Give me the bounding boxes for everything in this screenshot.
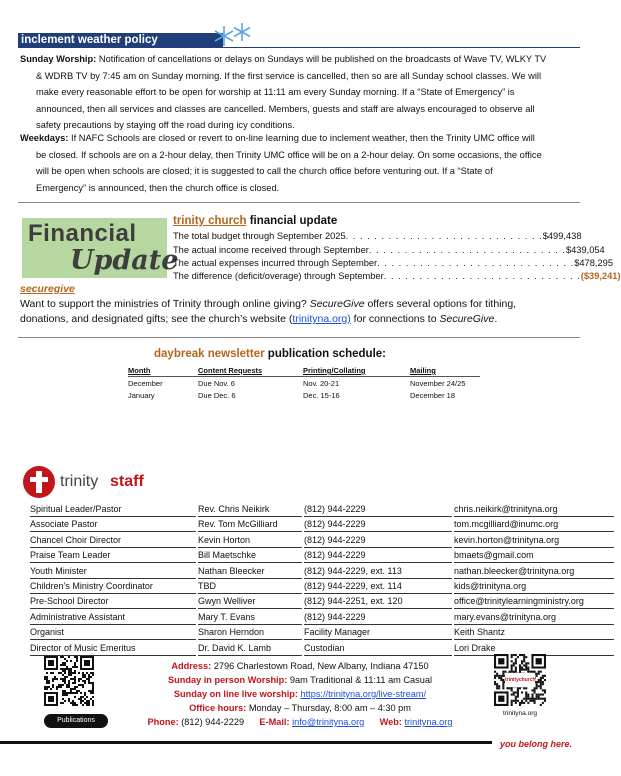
staff-name: Gwyn Welliver	[198, 596, 302, 609]
finance-label: The difference (deficit/overage) through September	[173, 271, 384, 281]
financial-image-word: Financial	[28, 220, 137, 247]
footer-label: Address:	[171, 661, 212, 671]
staff-row	[30, 504, 590, 520]
email-link[interactable]: info@trinityna.org	[292, 717, 365, 727]
finance-line: The actual income received through September . . . . . . . . . . . . . . . . . . . . . . . . . . . . $439,054	[173, 245, 605, 255]
footer-label: E-Mail:	[259, 717, 290, 727]
staff-row	[30, 581, 590, 597]
staff-phone: (812) 944-2229	[304, 519, 452, 532]
sg-text: offers several options for tithing,	[364, 298, 517, 310]
sg-text: .	[494, 313, 498, 325]
footer-label: Sunday in person Worship:	[168, 675, 288, 685]
staff-name: Mary T. Evans	[198, 612, 302, 625]
update-image-word: Update	[70, 245, 179, 276]
footer-value: 2796 Charlestown Road, New Albany, Indiana 47150	[213, 661, 429, 671]
weekday-line: Emergency” is announced, then the church office is closed.	[36, 182, 280, 193]
finance-label: The actual expenses incurred through September	[173, 258, 378, 268]
staff-name: Rev. Tom McGilliard	[198, 519, 302, 532]
finance-value: ($39,241)	[580, 271, 621, 281]
staff-phone: (812) 944-2229	[304, 504, 452, 517]
staff-row	[30, 550, 590, 566]
financial-update-image	[22, 218, 179, 278]
staff-row	[30, 612, 590, 628]
tagline: you belong here.	[500, 739, 573, 749]
table-header: Printing/Collating	[303, 366, 366, 375]
staff-role: Organist	[30, 627, 196, 640]
staff-phone: (812) 944-2229	[304, 550, 452, 563]
securegive-title: securegive	[20, 283, 75, 295]
table-cell: Due Dec. 6	[198, 391, 236, 400]
sg-brand: SecureGive	[439, 313, 495, 325]
footer-rule	[0, 741, 492, 744]
weather-title: inclement weather policy	[18, 33, 223, 48]
web-link[interactable]: trinityna.org	[404, 717, 453, 727]
staff-name: Rev. Chris Neikirk	[198, 504, 302, 517]
snowflake-icon	[212, 20, 254, 52]
staff-role: Spiritual Leader/Pastor	[30, 504, 196, 517]
badge-label: Publications	[57, 717, 95, 724]
title-part: daybreak newsletter	[154, 348, 265, 360]
table-header: Mailing	[410, 366, 436, 375]
staff-row	[30, 596, 590, 612]
section-divider	[18, 337, 580, 338]
table-cell: Due Nov. 6	[198, 379, 235, 388]
financial-update-title	[173, 215, 337, 227]
staff-email: kevin.horton@trinityna.org	[454, 535, 614, 548]
table-cell: December	[128, 379, 163, 388]
staff-phone: (812) 944-2229, ext. 114	[304, 581, 452, 594]
staff-role: Associate Pastor	[30, 519, 196, 532]
table-cell: November 24/25	[410, 379, 466, 388]
staff-row	[30, 519, 590, 535]
live-worship-line	[110, 689, 490, 699]
finance-label: The total budget through September 2025	[173, 231, 346, 241]
finance-value: $439,054	[565, 245, 605, 255]
staff-email: Lori Drake	[454, 643, 614, 656]
staff-phone: (812) 944-2251, ext. 120	[304, 596, 452, 609]
cross-flame-icon	[22, 465, 56, 499]
qr-right-caption: trinityna.org	[503, 710, 537, 717]
logo-text: trinity	[60, 473, 99, 490]
qr-code-left[interactable]	[44, 656, 94, 706]
staff-role: Administrative Assistant	[30, 612, 196, 625]
finance-value: $478,295	[574, 258, 613, 268]
staff-row	[30, 566, 590, 582]
staff-phone: (812) 944-2229, ext. 113	[304, 566, 452, 579]
table-header: Content Requests	[198, 366, 263, 375]
section-divider	[18, 202, 580, 203]
worship-line	[110, 675, 490, 685]
website-link[interactable]: trinityna.org)	[292, 313, 351, 325]
weekday-line: will be open when schools are closed; it is suggested to call the church office before venturing out. If a “State of	[36, 166, 493, 177]
weekday-line: be closed. If schools are on a 2-hour delay, then Trinity UMC office will be on a 2-hour delay. On some occasions, the office	[36, 149, 542, 160]
office-hours-line	[110, 703, 490, 713]
footer-label: Phone:	[147, 717, 179, 727]
staff-role: Youth Minister	[30, 566, 196, 579]
daybreak-table	[128, 366, 488, 406]
staff-name: Sharon Herndon	[198, 627, 302, 640]
weekday-line: If NAFC Schools are closed or revert to on-line learning due to inclement weather, then the Trinity UMC office will	[71, 133, 535, 143]
staff-email: tom.mcgilliard@inumc.org	[454, 519, 614, 532]
sunday-line: announced, then all services and classes are cancelled. Members, guests and staff are always encouraged to observe all	[36, 103, 535, 114]
table-cell: January	[128, 391, 155, 400]
address-line	[110, 661, 490, 671]
footer-label: Sunday on line live worship:	[173, 689, 298, 699]
staff-phone: Custodian	[304, 643, 452, 656]
staff-email: office@trinitylearningministry.org	[454, 596, 614, 609]
staff-phone: (812) 944-2229	[304, 612, 452, 625]
finance-value: $499,438	[542, 231, 582, 241]
staff-name: Nathan Bleecker	[198, 566, 302, 579]
title-part: publication schedule:	[267, 348, 387, 360]
staff-email: kids@trinityna.org	[454, 581, 614, 594]
qr-code-right[interactable]	[494, 654, 546, 706]
sunday-label: Sunday Worship:	[20, 54, 97, 64]
sunday-line: Notification of cancellations or delays on Sundays will be published on the broadcasts of Wave TV, WLKY TV	[98, 54, 547, 64]
securegive-text	[20, 297, 580, 327]
weather-rule	[18, 47, 580, 48]
sg-text: donations, and designated gifts; see the church’s website (	[20, 313, 293, 325]
daybreak-title	[154, 348, 386, 360]
sg-text: Want to support the ministries of Trinity through online giving?	[20, 298, 310, 310]
staff-role: Children’s Ministry Coordinator	[30, 581, 196, 594]
sg-text: for connections to	[350, 313, 440, 325]
contact-line	[110, 717, 490, 727]
table-cell: Dec. 15-16	[303, 391, 340, 400]
staff-email: nathan.bleecker@trinityna.org	[454, 566, 614, 579]
sunday-line: make every reasonable effort to be open for worship at 11:11 am every Sunday morning. If a “State of Emergency” is	[36, 87, 515, 98]
sunday-worship-paragraph	[20, 51, 580, 134]
staff-row	[30, 627, 590, 643]
staff-role: Director of Music Emeritus	[30, 643, 196, 656]
table-header: Month	[128, 366, 151, 375]
staff-name: Kevin Horton	[198, 535, 302, 548]
weekdays-paragraph	[20, 130, 580, 196]
trinity-staff-logo	[22, 465, 202, 501]
footer-value: Monday – Thursday, 8:00 am – 4:30 pm	[248, 703, 411, 713]
finance-line: The actual expenses incurred through September . . . . . . . . . . . . . . . . . . . . . . . . . . . . $478,295	[173, 258, 613, 268]
staff-email: chris.neikirk@trinityna.org	[454, 504, 614, 517]
logo-text: staff	[110, 473, 144, 490]
table-cell: December 18	[410, 391, 456, 400]
live-stream-link[interactable]: https://trinityna.org/live-stream/	[300, 689, 427, 699]
staff-email: mary.evans@trinityna.org	[454, 612, 614, 625]
sg-brand: SecureGive	[309, 298, 365, 310]
staff-phone: Facility Manager	[304, 627, 452, 640]
staff-name: TBD	[198, 581, 302, 594]
header-rule	[128, 376, 480, 377]
staff-table	[30, 504, 590, 664]
footer-value: 9am Traditional & 11:11 am Casual	[289, 675, 432, 685]
staff-name: Dr. David K. Lamb	[198, 643, 302, 656]
staff-email: Keith Shantz	[454, 627, 614, 640]
publications-badge	[44, 714, 108, 728]
staff-role: Pre-School Director	[30, 596, 196, 609]
staff-row	[30, 535, 590, 551]
sunday-line: & WDRB TV by 7:45 am on Sunday morning. If the first service is cancelled, then so are all Sunday school classes. We will	[36, 70, 542, 81]
footer-label: Office hours:	[189, 703, 247, 713]
title-part: trinity church	[173, 215, 247, 227]
table-cell: Nov. 20-21	[303, 379, 340, 388]
finance-line: The difference (deficit/overage) through September . . . . . . . . . . . . . . . . . . . . . . . . . . . . ($39,241)	[173, 271, 621, 281]
phone-value: (812) 944-2229	[181, 717, 245, 727]
weekdays-label: Weekdays:	[20, 133, 69, 143]
qr-logo: trinitychurch	[505, 673, 535, 687]
staff-email: bmaets@gmail.com	[454, 550, 614, 563]
footer-label: Web:	[379, 717, 402, 727]
staff-phone: (812) 944-2229	[304, 535, 452, 548]
sunday-line: safety precautions by staying off the road during icy conditions.	[36, 120, 295, 131]
staff-name: Bill Maetschke	[198, 550, 302, 563]
finance-label: The actual income received through September	[173, 245, 369, 255]
staff-role: Praise Team Leader	[30, 550, 196, 563]
title-part: financial update	[249, 215, 338, 227]
finance-line: The total budget through September 2025 . . . . . . . . . . . . . . . . . . . . . . . . . . . . $499,438	[173, 231, 582, 241]
staff-role: Chancel Choir Director	[30, 535, 196, 548]
